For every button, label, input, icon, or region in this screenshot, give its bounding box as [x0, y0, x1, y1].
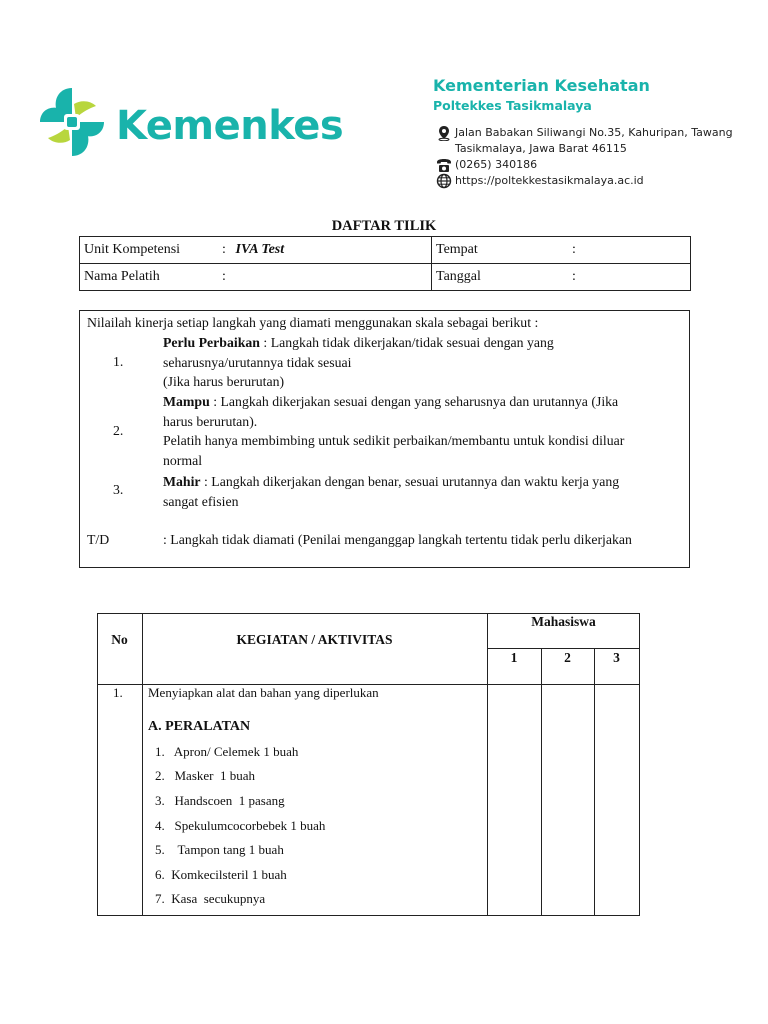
scale-item-1 — [163, 333, 683, 392]
table-border — [142, 613, 143, 916]
scale-term-3: Mahir — [163, 474, 201, 489]
phone-number: (0265) 340186 — [455, 158, 538, 171]
colon: : — [222, 269, 226, 284]
list-item: 5. Tampon tang 1 buah — [155, 842, 284, 857]
activity-table — [97, 613, 640, 916]
scale-term-2: Mampu — [163, 394, 210, 409]
tanggal-cell — [432, 264, 691, 291]
scale-text: : Langkah dikerjakan dengan benar, sesuai urutannya dan waktu kerja yang — [200, 474, 620, 489]
list-item: 6. Komkecilsteril 1 buah — [155, 867, 287, 882]
table-border — [97, 915, 640, 916]
scale-text: : Langkah tidak dikerjakan/tidak sesuai dengan yang — [259, 335, 554, 350]
kemenkes-logo-icon — [38, 84, 106, 160]
scale-item-3 — [163, 472, 683, 511]
scale-intro: Nilailah kinerja setiap langkah yang diamati menggunakan skala sebagai berikut : — [87, 315, 539, 330]
tempat-label: Tempat — [436, 242, 478, 257]
header-student-1: 1 — [510, 650, 518, 665]
colon: : — [572, 242, 576, 257]
table-border — [97, 613, 98, 916]
phone-row — [436, 157, 733, 173]
scale-number-2: 2. — [113, 423, 124, 438]
scale-number-1: 1. — [113, 354, 124, 369]
organization-block — [433, 76, 650, 116]
scale-text: normal — [163, 452, 203, 468]
org-subtitle: Poltekkes Tasikmalaya — [433, 98, 592, 113]
list-item: 3. Handscoen 1 pasang — [155, 793, 285, 808]
scale-box — [79, 310, 690, 568]
unit-kompetensi-label: Unit Kompetensi — [84, 242, 181, 257]
list-item: 1. Apron/ Celemek 1 buah — [155, 744, 299, 759]
location-pin-icon — [436, 125, 452, 141]
table-border — [594, 648, 595, 916]
info-table — [79, 236, 691, 291]
address-row — [436, 125, 733, 141]
info-row-1 — [80, 237, 691, 264]
scale-term-1: Perlu Perbaikan — [163, 335, 260, 350]
scale-text: seharusnya/urutannya tidak sesuai — [163, 354, 352, 370]
address-line-1: Jalan Babakan Siliwangi No.35, Kahuripan, Tawang — [455, 126, 733, 139]
section-peralatan: A. PERALATAN — [148, 719, 251, 734]
nama-pelatih-label: Nama Pelatih — [84, 269, 160, 284]
scale-text: harus berurutan). — [163, 413, 258, 429]
globe-icon — [436, 173, 452, 189]
tanggal-label: Tanggal — [436, 269, 481, 284]
colon: : — [222, 242, 226, 257]
unit-kompetensi-value: IVA Test — [235, 242, 285, 257]
list-item: 2. Masker 1 buah — [155, 768, 256, 783]
td-description: : Langkah tidak diamati (Penilai menganggap langkah tertentu tidak perlu dikerjakan — [163, 532, 632, 547]
header-student-3: 3 — [613, 650, 620, 665]
header-kegiatan: KEGIATAN / AKTIVITAS — [236, 632, 393, 647]
address-line-2: Tasikmalaya, Jawa Barat 46115 — [455, 142, 627, 155]
scale-item-2 — [163, 392, 683, 470]
brand-wordmark: Kemenkes — [116, 103, 344, 149]
info-row-2 — [80, 264, 691, 291]
header-no: No — [111, 632, 128, 647]
scale-text: Pelatih hanya membimbing untuk sedikit perbaikan/membantu untuk kondisi diluar — [163, 433, 625, 448]
list-item: 7. Kasa secukupnya — [155, 891, 266, 906]
list-item: 4. Spekulumcocorbebek 1 buah — [155, 818, 326, 833]
table-border — [639, 613, 640, 916]
row-number: 1. — [113, 685, 123, 700]
website-row — [436, 173, 733, 189]
scale-text: sangat efisien — [163, 493, 239, 509]
document-title: DAFTAR TILIK — [331, 218, 437, 234]
scale-number-3: 3. — [113, 482, 124, 497]
table-border — [487, 648, 640, 649]
scale-text: (Jika harus berurutan) — [163, 374, 285, 389]
header-mahasiswa: Mahasiswa — [531, 614, 596, 629]
org-title: Kementerian Kesehatan — [433, 76, 650, 95]
header-student-2: 2 — [564, 650, 571, 665]
scale-text: : Langkah dikerjakan sesuai dengan yang seharusnya dan urutannya (Jika — [209, 394, 619, 409]
td-code: T/D — [87, 532, 110, 547]
unit-kompetensi-cell — [80, 237, 432, 264]
row-title: Menyiapkan alat dan bahan yang diperlukan — [148, 685, 379, 700]
nama-pelatih-cell — [80, 264, 432, 291]
contact-block — [436, 125, 733, 189]
website-link[interactable]: https://poltekkestasikmalaya.ac.id — [455, 174, 644, 187]
colon: : — [572, 269, 576, 284]
table-border — [541, 648, 542, 916]
telephone-icon — [436, 157, 452, 173]
tempat-cell — [432, 237, 691, 264]
